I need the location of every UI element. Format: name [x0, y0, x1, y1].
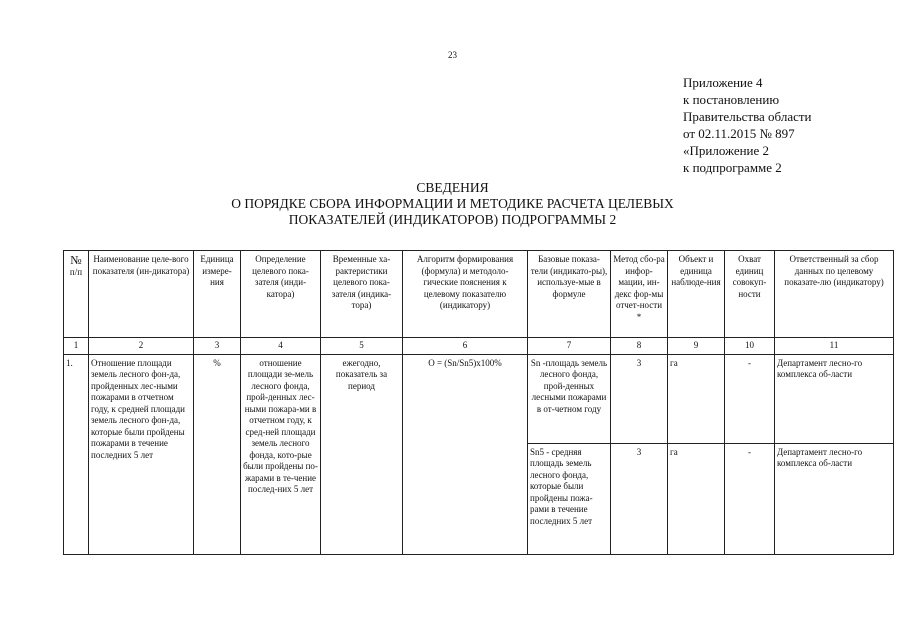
appendix-block	[683, 74, 812, 176]
appendix-line: Правительства области	[683, 109, 812, 124]
row-responsible-1: Департамент лесно-го комплекса об-ласти	[775, 354, 894, 443]
document-title	[0, 180, 905, 228]
column-number: 9	[668, 338, 725, 355]
column-number: 7	[528, 338, 611, 355]
column-number: 4	[241, 338, 321, 355]
header-num-label: п/п	[69, 267, 83, 277]
column-number: 11	[775, 338, 894, 355]
indicators-table	[63, 250, 894, 555]
appendix-line: к подпрограмме 2	[683, 160, 782, 175]
row-algorithm: О = (Sn/Sn5)x100%	[403, 354, 528, 554]
row-unit: %	[194, 354, 241, 554]
header-name: Наименование целе-вого показателя (ин-дикатора)	[89, 251, 194, 338]
appendix-line: Приложение 4	[683, 75, 763, 90]
header-num-symbol: №	[70, 253, 82, 267]
row-num: 1.	[64, 354, 89, 554]
column-number: 10	[725, 338, 775, 355]
column-number: 3	[194, 338, 241, 355]
header-coverage: Охват единиц совокуп-ности	[725, 251, 775, 338]
row-time: ежегодно, показатель за период	[321, 354, 403, 554]
row-object-2: га	[668, 443, 725, 554]
header-unit: Единица измере-ния	[194, 251, 241, 338]
header-base: Базовые показа-тели (индикато-ры), используе-мые в формуле	[528, 251, 611, 338]
header-algorithm: Алгоритм формирования (формула) и методоло-гические пояснения к целевому показателю (индикатору)	[403, 251, 528, 338]
row-method-2: 3	[611, 443, 668, 554]
row-name: Отношение площади земель лесного фон-да, пройденных лес-ными пожарами в отчетном году, к средней площади земель лесного фон-да, которые были пройдены пожарами в течение последних 5 лет	[89, 354, 194, 554]
row-base-2: Sn5 - средняя площадь земель лесного фонда, которые были пройдены пожа-рами в течение последних 5 лет	[528, 443, 611, 554]
title-line-1: СВЕДЕНИЯ	[416, 180, 489, 195]
column-number: 1	[64, 338, 89, 355]
row-responsible-2: Департамент лесно-го комплекса об-ласти	[775, 443, 894, 554]
table-row	[64, 354, 894, 443]
row-coverage-2: -	[725, 443, 775, 554]
header-time: Временные ха-рактеристики целевого пока-зателя (индика-тора)	[321, 251, 403, 338]
header-definition: Определение целевого пока-зателя (инди-катора)	[241, 251, 321, 338]
column-number: 5	[321, 338, 403, 355]
row-method-1: 3	[611, 354, 668, 443]
page-number: 23	[448, 50, 457, 60]
appendix-line: к постановлению	[683, 92, 780, 107]
table-header-row	[64, 251, 894, 338]
title-line-2: О ПОРЯДКЕ СБОРА ИНФОРМАЦИИ И МЕТОДИКЕ РАСЧЕТА ЦЕЛЕВЫХ	[231, 196, 674, 211]
header-responsible: Ответственный за сбор данных по целевому показате-лю (индикатору)	[775, 251, 894, 338]
row-coverage-1: -	[725, 354, 775, 443]
column-numbers-row	[64, 338, 894, 355]
appendix-line: от 02.11.2015 № 897	[683, 126, 795, 141]
column-number: 6	[403, 338, 528, 355]
column-number: 2	[89, 338, 194, 355]
appendix-line: «Приложение 2	[683, 143, 770, 158]
header-num	[64, 251, 89, 338]
column-number: 8	[611, 338, 668, 355]
header-object: Объект и единица наблюде-ния	[668, 251, 725, 338]
title-line-3: ПОКАЗАТЕЛЕЙ (ИНДИКАТОРОВ) ПОДРОГРАММЫ 2	[288, 212, 617, 227]
row-object-1: га	[668, 354, 725, 443]
header-method: Метод сбо-ра инфор-мации, ин-декс фор-мы отчет-ности *	[611, 251, 668, 338]
row-base-1: Sn -площадь земель лесного фонда, прой-денных лесными пожарами в от-четном году	[528, 354, 611, 443]
row-definition: отношение площади зе-мель лесного фонда, прой-денных лес-ными пожара-ми в отчетном году, к сред-ней площади земель лесного фонда, кото-рые были пройдены по-жарами в те-чение послед-них 5 лет	[241, 354, 321, 554]
